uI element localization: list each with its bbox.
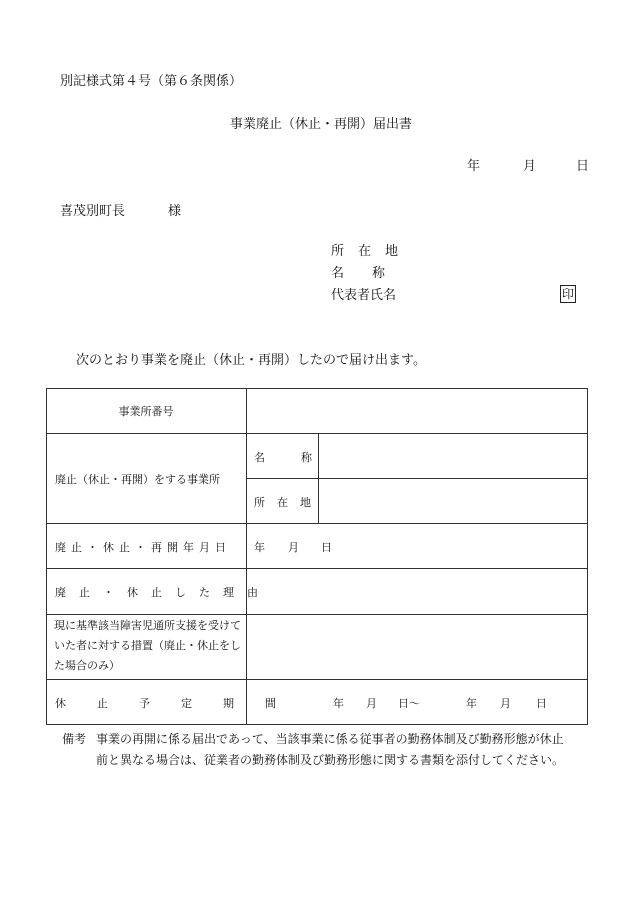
applicant-address-label-text: 所在地	[331, 244, 413, 259]
applicant-rep-label: 代表者氏名	[331, 288, 397, 303]
applicant-name-label-text: 名称	[331, 266, 414, 281]
office-address-label	[254, 494, 323, 510]
period-start-day: 日〜	[398, 697, 420, 710]
note-line-1: 事業の再開に係る届出であって、当該事業に係る従事者の勤務体制及び勤務形態が休止	[96, 732, 564, 746]
reason-field[interactable]	[250, 572, 584, 610]
form-reference: 別記様式第４号（第６条関係）	[60, 74, 243, 89]
office-address-field[interactable]	[322, 482, 584, 520]
form-title: 事業廃止（休止・再開）届出書	[230, 117, 413, 132]
date-value-year: 年	[254, 541, 265, 554]
date-day-label: 日	[576, 159, 590, 174]
statement-text: 次のとおり事業を廃止（休止・再開）したので届け出ます。	[76, 353, 426, 368]
office-number-field[interactable]	[250, 392, 584, 430]
note-line-2: 前と異なる場合は、従業者の勤務体制及び勤務形態に関する書類を添付してください。	[96, 753, 565, 767]
period-start-month: 月	[366, 697, 377, 710]
applicant-name-label	[331, 262, 414, 281]
period-start-year: 年	[333, 697, 344, 710]
office-number-label: 事業所番号	[118, 405, 174, 418]
seal-mark: 印	[561, 287, 574, 301]
addressee-name: 喜茂別町長	[60, 204, 126, 219]
date-month-label: 月	[523, 159, 537, 174]
applicant-address-label	[331, 240, 413, 259]
period-label: 休止予定期間	[55, 697, 307, 710]
reason-label: 廃止・休止した理由	[55, 586, 271, 599]
date-value-month: 月	[288, 541, 299, 554]
date-year-label: 年	[467, 159, 481, 174]
office-address-label-text: 所在地	[254, 496, 323, 509]
addressee-honorific: 様	[168, 204, 182, 219]
office-name-label-text: 名称	[254, 451, 348, 464]
measures-label: 現に基準該当障害児通所支援を受けていた者に対する措置（廃止・休止をした場合のみ）	[54, 619, 241, 672]
office-name-field[interactable]	[322, 437, 584, 475]
note-label: 備考	[62, 732, 87, 746]
period-end-day: 日	[536, 697, 547, 710]
date-value-day: 日	[321, 541, 332, 554]
office-name-label	[254, 449, 348, 465]
period-end-month: 月	[500, 697, 511, 710]
target-office-label: 廃止（休止・再開）をする事業所	[55, 473, 220, 486]
period-end-year: 年	[466, 697, 477, 710]
measures-field[interactable]	[250, 618, 584, 675]
date-field-label: 廃止・休止・再開年月日	[55, 541, 231, 554]
